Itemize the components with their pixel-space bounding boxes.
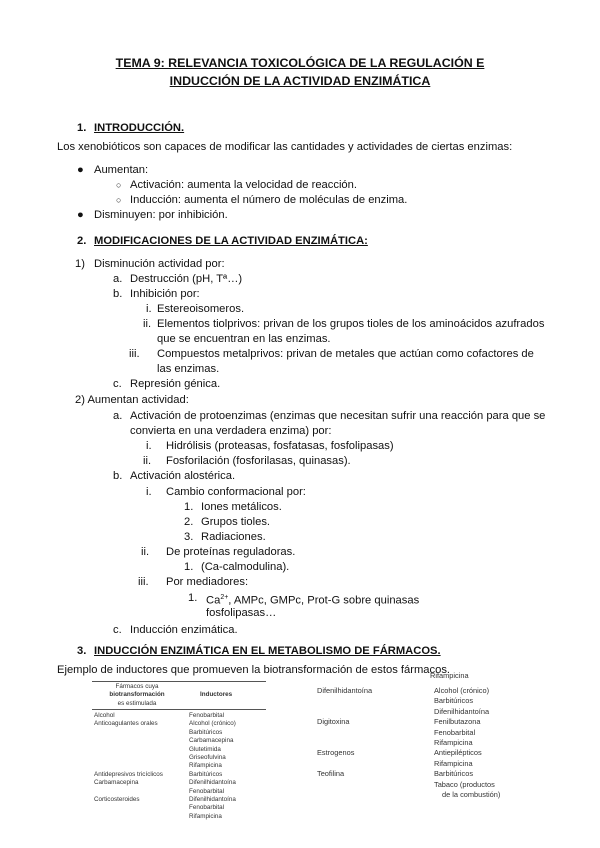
aumentan-actividad-item: 2) Aumentan actividad: <box>75 394 189 406</box>
list-number: b. <box>113 288 123 300</box>
bullet-icon: ● <box>77 164 84 176</box>
protoenzimas-item-line-2: convierta en una verdadera enzima) por: <box>130 425 332 437</box>
list-number: ii. <box>143 455 152 467</box>
segundos-mensajeros-line-1: $Ca^{2+}$, AMPc, GMPc, Prot-G sobre quinasas <box>206 594 420 607</box>
page-title-line-1: TEMA 9: RELEVANCIA TOXICOLÓGICA DE LA REGULACIÓN E <box>115 56 485 70</box>
segundos-mensajeros-line-2: fosfolipasas… <box>206 607 277 619</box>
proteinas-reguladoras-item: De proteínas reguladoras. <box>166 546 296 558</box>
iones-item: Iones metálicos. <box>201 501 282 513</box>
list-number: i. <box>146 303 152 315</box>
induccion-item: Inducción: aumenta el número de moléculas de enzima. <box>130 194 408 206</box>
section-1-heading: INTRODUCCIÓN. <box>94 122 185 134</box>
list-number: ii. <box>143 318 152 330</box>
list-number: 1. <box>188 592 198 604</box>
list-number: b. <box>113 470 123 482</box>
fosforilacion-item: Fosforilación (fosforilasas, quinasas). <box>166 455 351 467</box>
section-3-intro: Ejemplo de inductores que promueven la biotransformación de estos fármacos. <box>57 664 451 676</box>
list-number: 3. <box>184 531 194 543</box>
table-left-col2: Fenobarbital Alcohol (crónico) Barbitúricos Carbamacepina Glutetimida Griseofulvina Rifampicina Barbitúricos Difenilhidantoína Fenobarbital Difenilhidantoína Fenobarbital Rifampicina <box>189 712 236 820</box>
table-top-rule <box>92 681 266 682</box>
inhibicion-item: Inhibición por: <box>130 288 200 300</box>
hidrolisis-item: Hidrólisis (proteasas, fosfatasas, fosfolipasas) <box>166 440 394 452</box>
bullet-icon: ● <box>77 209 84 221</box>
list-number: a. <box>113 410 123 422</box>
table-left-header-col1: Fármacos cuya biotransformación es estimulada <box>109 683 165 707</box>
list-number: i. <box>146 486 152 498</box>
list-number: a. <box>113 273 123 285</box>
aumentan-item: Aumentan: <box>94 164 149 176</box>
disminuyen-item: Disminuyen: por inhibición. <box>94 209 228 221</box>
tiolprivos-item-line-1: Elementos tiolprivos: privan de los grupos tioles de los aminoácidos azufrados <box>157 318 545 330</box>
metalprivos-item-line-2: las enzimas. <box>157 363 220 375</box>
list-number: i. <box>146 440 152 452</box>
cambio-conformacional-item: Cambio conformacional por: <box>166 486 306 498</box>
page-title-line-2: INDUCCIÓN DE LA ACTIVIDAD ENZIMÁTICA <box>169 74 431 88</box>
section-2-heading: MODIFICACIONES DE LA ACTIVIDAD ENZIMÁTICA: <box>94 235 368 247</box>
list-number: ii. <box>141 546 150 558</box>
induccion-enzimatica-item: Inducción enzimática. <box>130 624 238 636</box>
estereoisomeros-item: Estereoisomeros. <box>157 303 245 315</box>
table-right-partial-top: Rifampicina <box>430 671 469 680</box>
list-number: c. <box>113 378 122 390</box>
section-1-number: 1. <box>77 122 87 134</box>
section-3-number: 3. <box>77 645 87 657</box>
alosterica-item: Activación alostérica. <box>130 470 236 482</box>
circle-bullet-icon: ○ <box>116 195 122 205</box>
list-number: 1) <box>75 258 85 270</box>
table-left-col1: Alcohol Anticoagulantes orales Antidepresivos tricíclicos Carbamacepina Corticosteroides <box>94 712 163 803</box>
activacion-item: Activación: aumenta la velocidad de reacción. <box>130 179 357 191</box>
section-1-intro: Los xenobióticos son capaces de modificar las cantidades y actividades de ciertas enzimas: <box>57 141 513 153</box>
section-2-number: 2. <box>77 235 87 247</box>
list-number: 1. <box>184 561 194 573</box>
list-number: 2. <box>184 516 194 528</box>
list-number: iii. <box>138 576 149 588</box>
represion-item: Represión génica. <box>130 378 221 390</box>
list-number: c. <box>113 624 122 636</box>
mediadores-item: Por mediadores: <box>166 576 249 588</box>
circle-bullet-icon: ○ <box>116 180 122 190</box>
destruccion-item: Destrucción (pH, Tª…) <box>130 273 243 285</box>
tiolprivos-item-line-2: que se encuentran en las enzimas. <box>157 333 331 345</box>
calmodulina-item: (Ca-calmodulina). <box>201 561 290 573</box>
tioles-item: Grupos tioles. <box>201 516 271 528</box>
list-number: iii. <box>129 348 140 360</box>
table-right-col2: Alcohol (crónico) Barbitúricos Difenilhidantoína Fenilbutazona Fenobarbital Rifampicina Antiepilépticos Rifampicina Barbitúricos Tabaco (productos de la combustión) <box>434 686 501 800</box>
table-right-col1: Difenilhidantoína Digitoxina Estrogenos Teofilina <box>317 686 373 779</box>
table-left-header-col2: Inductores <box>200 691 233 698</box>
protoenzimas-item-line-1: Activación de protoenzimas (enzimas que necesitan sufrir una reacción para que se <box>130 410 546 422</box>
radiaciones-item: Radiaciones. <box>201 531 266 543</box>
list-number: 1. <box>184 501 194 513</box>
section-3-heading: INDUCCIÓN ENZIMÁTICA EN EL METABOLISMO DE FÁRMACOS. <box>94 645 441 657</box>
metalprivos-item-line-1: Compuestos metalprivos: privan de metales que actúan como cofactores de <box>157 348 534 360</box>
table-header-rule <box>92 709 266 710</box>
disminucion-item: Disminución actividad por: <box>94 258 225 270</box>
